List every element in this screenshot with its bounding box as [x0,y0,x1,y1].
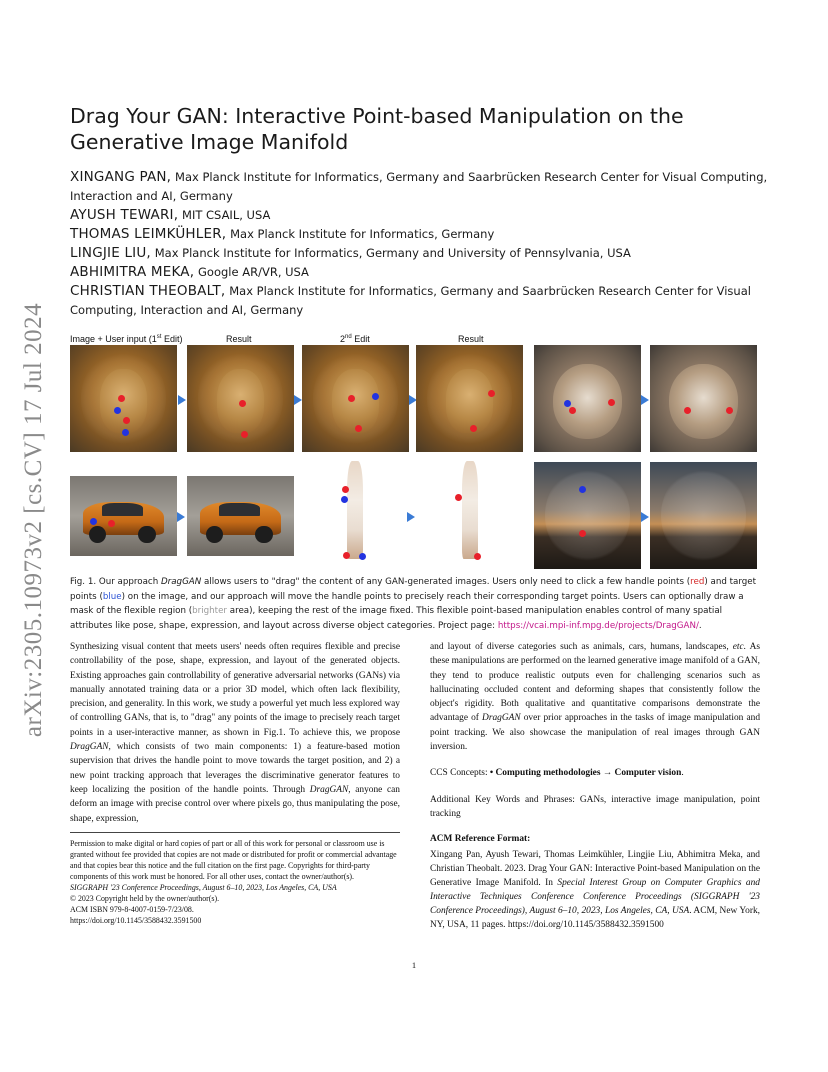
doi-link[interactable]: https://doi.org/10.1145/3588432.3591500 [70,916,202,925]
arrow-right-icon [641,512,649,522]
page-number: 1 [411,960,417,970]
arrow-right-icon [294,395,302,405]
author-affiliation: Max Planck Institute for Informatics, Germany and Saarbrücken Research Center for Visual Computing, Interaction and AI, Germany [70,170,768,203]
author-affiliation: Google AR/VR, USA [198,265,309,279]
project-page-link[interactable]: https://vcai.mpi-inf.mpg.de/projects/DragGAN/ [497,620,699,631]
person-image-result [440,454,500,566]
author-entry [70,263,770,282]
acm-reference-text: Xingang Pan, Ayush Tewari, Thomas Leimkühler, Lingjie Liu, Abhimitra Meka, and Christian Theobalt. 2023. Drag Your GAN: Interactive Point-based Manipulation on the Generative Image Manifold. In Special Interest Group on Computer Graphics and Interactive Techniques Conference Conference Proceedings (SIGGRAPH '23 Conference Proceedings), August 6–10, 2023, Los Angeles, CA, USA. ACM, New York, NY, USA, 11 pages. https://doi.org/10.1145/3588432.3591500 [430,850,761,930]
arrow-right-icon [178,395,186,405]
abstract-left: Synthesizing visual content that meets users' needs often requires flexible and precise controllability of the pose, shape, expression, and layout of the generated objects. Existing approaches gain controllability of generative adversarial networks (GANs) via manually annotated training data or a prior 3D model, which often lack flexibility, precision, and generality. In this work, we study a powerful yet much less explored way of controlling GANs, that is, to "drag" any points of the image to precisely reach target points in a user-interactive manner, as shown in Fig.1. To achieve this, we propose DragGAN, which consists of two main components: 1) a feature-based motion supervision that drives the handle point to move towards the target position, and 2) a new point tracking approach that leverages the discriminative generator features to keep localizing the position of the handle points. Through DragGAN, anyone can deform an image with precise control over where pixels go, thus manipulating the pose, shape, expression, [70,642,400,824]
lion-image-second-edit [302,345,409,452]
lion-image-result [187,345,294,452]
teaser-figure [70,332,760,572]
acm-reference-heading: ACM Reference Format: [430,834,531,844]
copyright-info: © 2023 Copyright held by the owner/author(s). [70,894,220,903]
cat-image-input [534,345,641,452]
figure-caption: Fig. 1. Our approach DragGAN allows users to "drag" the content of any GAN-generated images. Users only need to click a few handle points (red) and target points (blue) on the image, and our approach will move the handle points to precisely reach their corresponding target points. Users can optionally draw a mask of the flexible region (brighter area), keeping the rest of the image fixed. This flexible point-based manipulation enables control of many spatial attributes like pose, shape, expression, and layout across diverse object categories. Project page: https://vcai.mpi-inf.mpg.de/projects/DragGAN/. [70,577,757,631]
conference-info: SIGGRAPH '23 Conference Proceedings, August 6–10, 2023, Los Angeles, CA, USA [70,883,337,892]
author-name: AYUSH TEWARI, [70,207,179,223]
author-entry [70,225,770,244]
arxiv-id: arXiv:2305.10973v2 [cs.CV] 17 Jul 2024 [20,302,47,738]
author-affiliation: MIT CSAIL, USA [182,208,271,222]
author-entry [70,282,770,320]
panel-label-second-edit: 2nd Edit [340,334,370,344]
landscape-image-result [650,462,757,569]
arrow-right-icon [641,395,649,405]
author-affiliation: Max Planck Institute for Informatics, Germany and University of Pennsylvania, USA [154,246,631,260]
author-entry [70,244,770,263]
abstract-right [430,640,760,833]
lion-image-input [70,345,177,452]
permission-text: Permission to make digital or hard copies of part or all of this work for personal or classroom use is granted without fee provided that copies are not made or distributed for profit or commercial advantage and that copies bear this notice and the full citation on the first page. Copyrights for third-party components of this work must be honored. For all other uses, contact the owner/author(s). [70,839,397,881]
ccs-concepts: CCS Concepts: • Computing methodologies → Computer vision. [430,768,684,779]
car-image-input [70,476,177,556]
keywords: Additional Key Words and Phrases: GANs, interactive image manipulation, point tracking [430,794,760,819]
panel-label-user-input: Image + User input (1st Edit) [70,334,183,344]
footnote-rule [70,832,400,833]
author-name: LINGJIE LIU, [70,245,151,261]
author-list [70,168,770,320]
person-image-input [325,454,385,566]
author-name: ABHIMITRA MEKA, [70,264,195,280]
lion-image-final [416,345,523,452]
author-entry [70,168,770,206]
abstract-continuation: and layout of diverse categories such as animals, cars, humans, landscapes, etc. As these manipulations are performed on the learned generative image manifold of a GAN, they tend to produce realistic outputs even for challenging scenarios such as hallucinating occluded content and deforming shapes that consistently follow the object's rigidity. Both qualitative and quantitative comparisons demonstrate the advantage of DragGAN over prior approaches in the tasks of image manipulation and point tracking. We also showcase the manipulation of real images through GAN inversion. [430,642,761,753]
car-image-result [187,476,294,556]
panel-label-result: Result [226,334,252,344]
arrow-right-icon [177,512,185,522]
arrow-right-icon [407,512,415,522]
author-affiliation: Max Planck Institute for Informatics, Germany and Saarbrücken Research Center for Visual Computing, Interaction and AI, Germany [70,284,751,317]
author-name: THOMAS LEIMKÜHLER, [70,226,227,242]
cat-image-result [650,345,757,452]
acm-reference [430,832,760,932]
isbn-info: ACM ISBN 979-8-4007-0159-7/23/08. [70,905,194,914]
author-name: CHRISTIAN THEOBALT, [70,283,226,299]
arxiv-stamp [14,300,54,740]
panel-label-result: Result [458,334,484,344]
author-affiliation: Max Planck Institute for Informatics, Germany [230,227,495,241]
paper-title: Drag Your GAN: Interactive Point-based Manipulation on the Generative Image Manifold [70,104,684,154]
author-entry [70,206,770,225]
landscape-image-input [534,462,641,569]
author-name: XINGANG PAN, [70,169,172,185]
permission-footnote [70,832,400,926]
